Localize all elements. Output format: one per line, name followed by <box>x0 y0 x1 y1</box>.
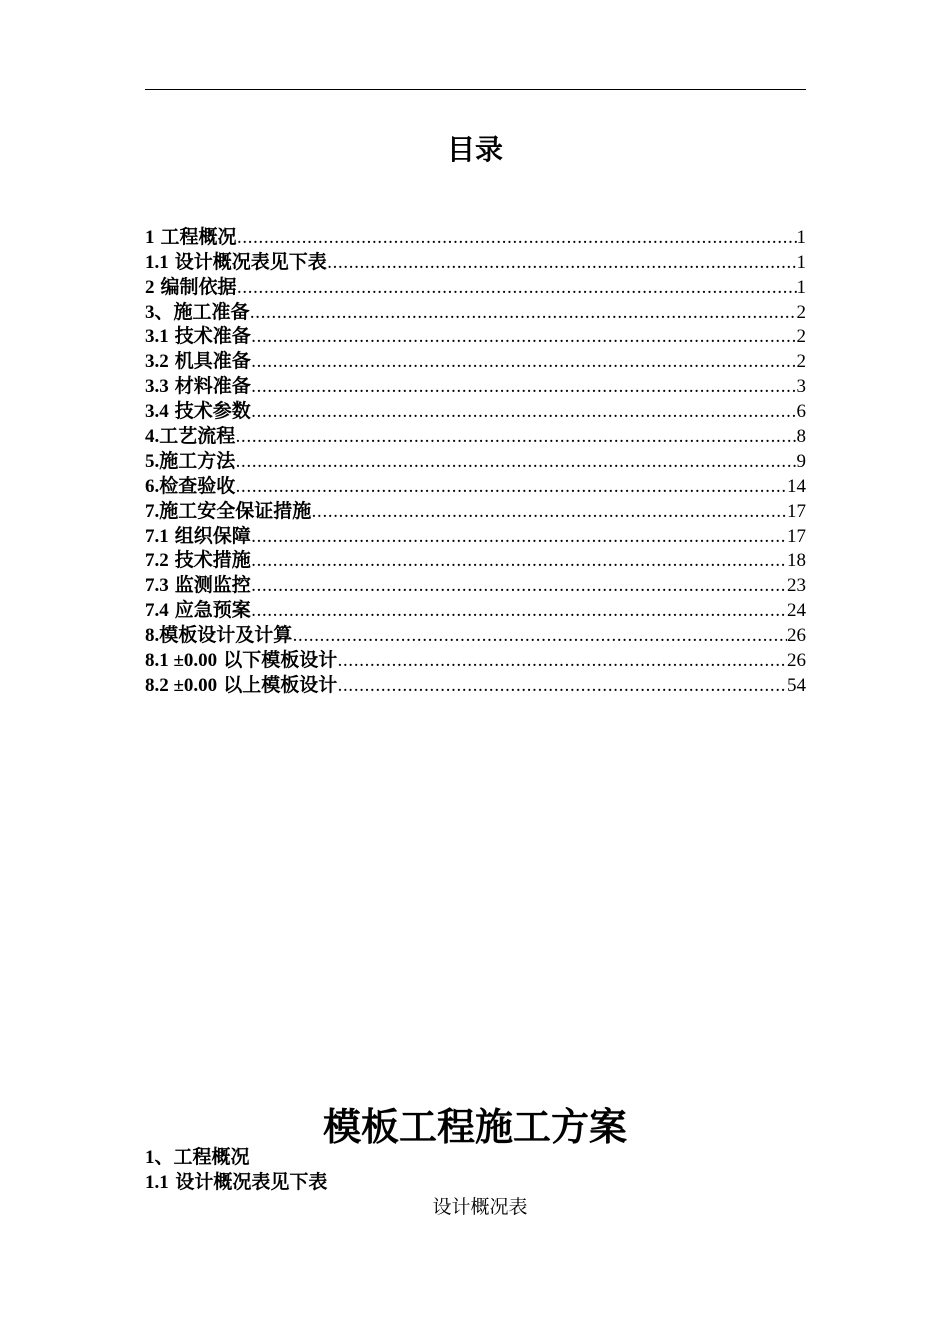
toc-dot-leader <box>251 574 787 598</box>
toc-dot-leader <box>251 549 787 573</box>
toc-dot-leader <box>235 425 796 449</box>
toc-entry-number: 4. <box>145 426 160 448</box>
toc-page-number: 23 <box>787 575 806 597</box>
toc-entry[interactable] <box>145 449 806 474</box>
toc-entry-number: 1 <box>145 226 155 248</box>
document-title: 模板工程施工方案 <box>322 1104 627 1149</box>
toc-page-number: 2 <box>796 326 806 348</box>
toc-entry-label <box>145 548 251 573</box>
toc-entry-label <box>145 424 235 449</box>
header-rule <box>145 89 806 90</box>
toc-entry[interactable] <box>145 673 806 698</box>
toc-dot-leader <box>327 251 797 275</box>
toc-entry-label <box>145 225 237 250</box>
toc-page-number: 14 <box>787 475 806 497</box>
toc-entry[interactable] <box>145 549 806 574</box>
toc-entry-number: 7.1 <box>145 525 169 547</box>
toc-entry[interactable] <box>145 250 806 275</box>
toc-dot-leader <box>251 525 787 549</box>
toc-page-number: 17 <box>787 525 806 547</box>
toc-entry-number: 5. <box>145 450 160 472</box>
toc-entry-text: 技术措施 <box>174 549 251 572</box>
table-of-contents <box>145 225 806 698</box>
toc-entry-label <box>145 374 251 399</box>
toc-entry-number: 7.3 <box>145 575 169 597</box>
toc-entry-label <box>145 573 251 598</box>
toc-dot-leader <box>237 226 797 250</box>
toc-entry[interactable] <box>145 499 806 524</box>
toc-entry-label <box>145 449 235 474</box>
toc-entry-number: 7.2 <box>145 550 169 572</box>
toc-page-number: 54 <box>787 674 806 696</box>
toc-entry-number: 3.1 <box>145 326 169 348</box>
section-number: 1 <box>145 1147 155 1168</box>
toc-dot-leader <box>251 400 797 424</box>
toc-entry-number: 3.2 <box>145 351 169 373</box>
toc-entry-label <box>145 598 251 623</box>
toc-page-number: 26 <box>787 650 806 672</box>
toc-page-number: 24 <box>787 600 806 622</box>
toc-entry-label <box>145 673 337 698</box>
toc-entry[interactable] <box>145 474 806 499</box>
toc-entry[interactable] <box>145 325 806 350</box>
toc-entry-text: 检查验收 <box>159 474 236 497</box>
toc-page-number: 1 <box>796 276 806 298</box>
toc-entry-number: 8. <box>145 625 160 647</box>
toc-entry-text: 施工方法 <box>159 449 236 472</box>
toc-entry-label <box>145 623 292 648</box>
toc-entry[interactable] <box>145 598 806 623</box>
toc-entry-label <box>145 474 235 499</box>
toc-entry-label <box>145 324 251 349</box>
toc-entry-number: 2 <box>145 276 155 298</box>
toc-dot-leader <box>235 475 787 499</box>
toc-entry-text: 组织保障 <box>174 524 251 547</box>
toc-entry-text: 模板设计及计算 <box>159 624 293 647</box>
toc-entry-label <box>145 399 251 424</box>
toc-entry-number: 8.1 ±0.00 <box>145 650 218 672</box>
toc-entry-label <box>145 349 251 374</box>
table-caption: 设计概况表 <box>432 1196 528 1218</box>
toc-entry-text: 材料准备 <box>174 375 251 398</box>
toc-entry[interactable] <box>145 275 806 300</box>
toc-entry-number: 1.1 <box>145 251 169 273</box>
toc-entry-text: 、施工准备 <box>154 300 250 323</box>
toc-page-number: 2 <box>796 301 806 323</box>
toc-dot-leader <box>235 450 796 474</box>
toc-entry-label <box>145 524 251 549</box>
toc-entry-number: 3.3 <box>145 376 169 398</box>
section-heading-1[interactable] <box>145 1145 250 1170</box>
toc-entry-text: 应急预案 <box>174 599 251 622</box>
toc-entry-number: 3 <box>145 301 155 323</box>
toc-entry-number: 7.4 <box>145 600 169 622</box>
toc-entry-text: 工艺流程 <box>159 425 236 448</box>
toc-page-number: 3 <box>796 376 806 398</box>
toc-entry[interactable] <box>145 524 806 549</box>
toc-entry-text: 工程概况 <box>160 225 237 248</box>
toc-page-number: 1 <box>796 226 806 248</box>
section-heading-1-1[interactable] <box>145 1170 327 1195</box>
section-text: 、工程概况 <box>154 1146 250 1168</box>
toc-entry[interactable] <box>145 573 806 598</box>
toc-page-number: 18 <box>787 550 806 572</box>
toc-entry-text: 机具准备 <box>174 350 251 373</box>
toc-entry[interactable] <box>145 300 806 325</box>
toc-page-number: 1 <box>796 251 806 273</box>
toc-entry-text: 以下模板设计 <box>223 649 338 672</box>
toc-dot-leader <box>337 674 787 698</box>
section-number: 1.1 <box>145 1172 169 1193</box>
toc-entry-label <box>145 275 237 300</box>
toc-entry[interactable] <box>145 374 806 399</box>
toc-entry-text: 施工安全保证措施 <box>159 499 312 522</box>
toc-entry[interactable] <box>145 399 806 424</box>
toc-dot-leader <box>250 301 797 325</box>
toc-entry-label <box>145 300 250 325</box>
toc-page-number: 26 <box>787 625 806 647</box>
toc-entry-label <box>145 250 327 275</box>
toc-dot-leader <box>337 649 787 673</box>
toc-page-number: 8 <box>796 426 806 448</box>
toc-entry-number: 3.4 <box>145 401 169 423</box>
toc-page-number: 2 <box>796 351 806 373</box>
toc-entry[interactable] <box>145 349 806 374</box>
toc-entry-text: 设计概况表见下表 <box>174 250 327 273</box>
toc-entry-label <box>145 648 337 673</box>
toc-entry-label <box>145 499 311 524</box>
toc-entry[interactable] <box>145 623 806 648</box>
toc-entry-text: 技术准备 <box>174 325 251 348</box>
toc-entry-text: 编制依据 <box>160 275 237 298</box>
toc-entry-number: 7. <box>145 500 160 522</box>
toc-entry[interactable] <box>145 225 806 250</box>
toc-page-number: 17 <box>787 500 806 522</box>
toc-entry-text: 技术参数 <box>174 400 251 423</box>
toc-title: 目录 <box>446 133 503 166</box>
toc-entry[interactable] <box>145 424 806 449</box>
toc-dot-leader <box>292 624 787 648</box>
toc-entry-text: 监测监控 <box>174 574 251 597</box>
toc-dot-leader <box>251 375 797 399</box>
toc-entry-number: 6. <box>145 475 160 497</box>
toc-entry-text: 以上模板设计 <box>223 673 338 696</box>
toc-entry[interactable] <box>145 648 806 673</box>
toc-dot-leader <box>251 599 787 623</box>
toc-page-number: 6 <box>796 401 806 423</box>
toc-dot-leader <box>311 500 787 524</box>
toc-dot-leader <box>237 276 797 300</box>
toc-page-number: 9 <box>796 450 806 472</box>
section-text: 设计概况表见下表 <box>175 1171 328 1193</box>
toc-dot-leader <box>251 325 797 349</box>
toc-entry-number: 8.2 ±0.00 <box>145 674 218 696</box>
toc-dot-leader <box>251 350 797 374</box>
